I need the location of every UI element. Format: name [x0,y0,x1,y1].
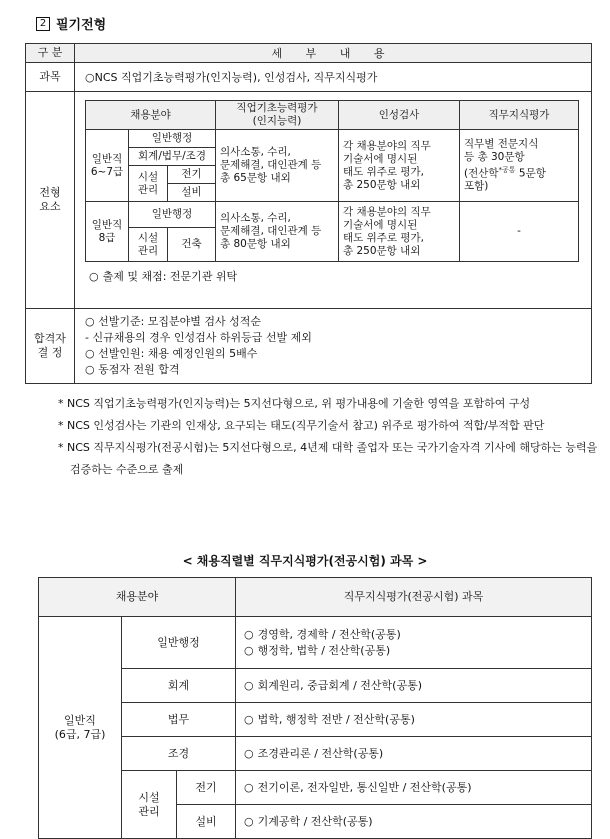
exam-note: ○ 출제 및 채점: 전문기관 위탁 [89,268,591,284]
field-law: 법무 [122,703,236,737]
pass-criteria: ○ 선발기준: 모집분야별 검사 성적순 - 신규채용의 경우 인성검사 하위등급 선발 제외 ○ 선발인원: 채용 예정인원의 5배수 ○ 동점자 전원 합격 [75,309,592,384]
section-number: 2 [36,17,50,31]
section-title: 필기전형 [56,18,107,33]
note-item: * NCS 인성검사는 기관의 인재상, 요구되는 태도(직무기술서 참고) 위주로 평가하여 적합/부적합 판단 [58,419,545,432]
inner-header-field: 채용분야 [86,101,216,130]
grade8-general: 일반행정 [129,202,216,228]
col-header-details: 세 부 내 용 [75,44,592,63]
landscape-subjects: ○ 조경관리론 / 전산학(공통) [236,737,592,771]
note-item: * NCS 직업기초능력평가(인지능력)는 5지선다형으로, 위 평가내용에 기술한 영역을 포함하여 구성 [58,397,531,410]
col-header-category: 구 분 [26,44,75,63]
acct-subjects: ○ 회계원리, 중급회계 / 전산학(공통) [236,669,592,703]
subjects-header-field: 채용분야 [39,578,236,617]
grade8-job: - [460,202,579,262]
pass-label: 합격자 결 정 [26,309,75,384]
subjects-subtitle: < 채용직렬별 직무지식평가(전공시험) 과목 > [182,554,428,568]
grade8-label: 일반직 8급 [86,202,129,262]
field-mech: 설비 [177,805,236,839]
subjects-table [38,577,592,839]
subject-text: ○NCS 직업기초능력평가(인지능력), 인성검사, 직무지식평가 [75,63,592,92]
law-subjects: ○ 법학, 행정학 전반 / 전산학(공통) [236,703,592,737]
grade8-personality: 각 채용분야의 직무 기술서에 명시된 태도 위주로 평가, 총 250문항 내외 [339,202,460,262]
elec-subjects: ○ 전기이론, 전자일반, 통신일반 / 전산학(공통) [236,771,592,805]
exam-overview-table [25,43,592,384]
grade6-personality: 각 채용분야의 직무 기술서에 명시된 태도 위주로 평가, 총 250문항 내외 [339,130,460,202]
elements-inner-table [85,100,579,262]
inner-header-ncs: 직업기초능력평가 (인지능력) [216,101,339,130]
grade6-ncs: 의사소통, 수리, 문제해결, 대인관계 등 총 65문항 내외 [216,130,339,202]
notes [58,393,598,481]
grade6-elec: 전기 [168,166,216,184]
general-subjects: ○ 경영학, 경제학 / 전산학(공통) ○ 행정학, 법학 / 전산학(공통) [236,617,592,669]
grade6-job: 직무별 전문지식 등 총 30문항 (전산학$^{*공통}$ 5문항 포함) [460,130,579,202]
grade6-general: 일반행정 [129,130,216,148]
grade8-arch: 건축 [168,228,216,262]
grade8-facility: 시설 관리 [129,228,168,262]
grade6-facility: 시설 관리 [129,166,168,202]
inner-header-personality: 인성검사 [339,101,460,130]
subjects-header-subjects: 직무지식평가(전공시험) 과목 [236,578,592,617]
grade6-label: 일반직 6~7급 [86,130,129,202]
mech-subjects: ○ 기계공학 / 전산학(공통) [236,805,592,839]
field-landscape: 조경 [122,737,236,771]
subject-label: 과목 [26,63,75,92]
group-label: 일반직 (6급, 7급) [39,617,122,839]
elements-label: 전형 요소 [26,92,75,309]
field-facility: 시설 관리 [122,771,177,839]
section-heading [36,14,106,33]
field-elec: 전기 [177,771,236,805]
grade6-acct: 회계/법무/조경 [129,148,216,166]
grade6-mech: 설비 [168,184,216,202]
note-item: * NCS 직무지식평가(전공시험)는 5지선다형으로, 4년제 대학 졸업자 또는 국가기술자격 기사에 해당하는 능력을 검증하는 수준으로 출제 [58,441,598,476]
field-general: 일반행정 [122,617,236,669]
field-acct: 회계 [122,669,236,703]
grade8-ncs: 의사소통, 수리, 문제해결, 대인관계 등 총 80문항 내외 [216,202,339,262]
inner-header-job: 직무지식평가 [460,101,579,130]
